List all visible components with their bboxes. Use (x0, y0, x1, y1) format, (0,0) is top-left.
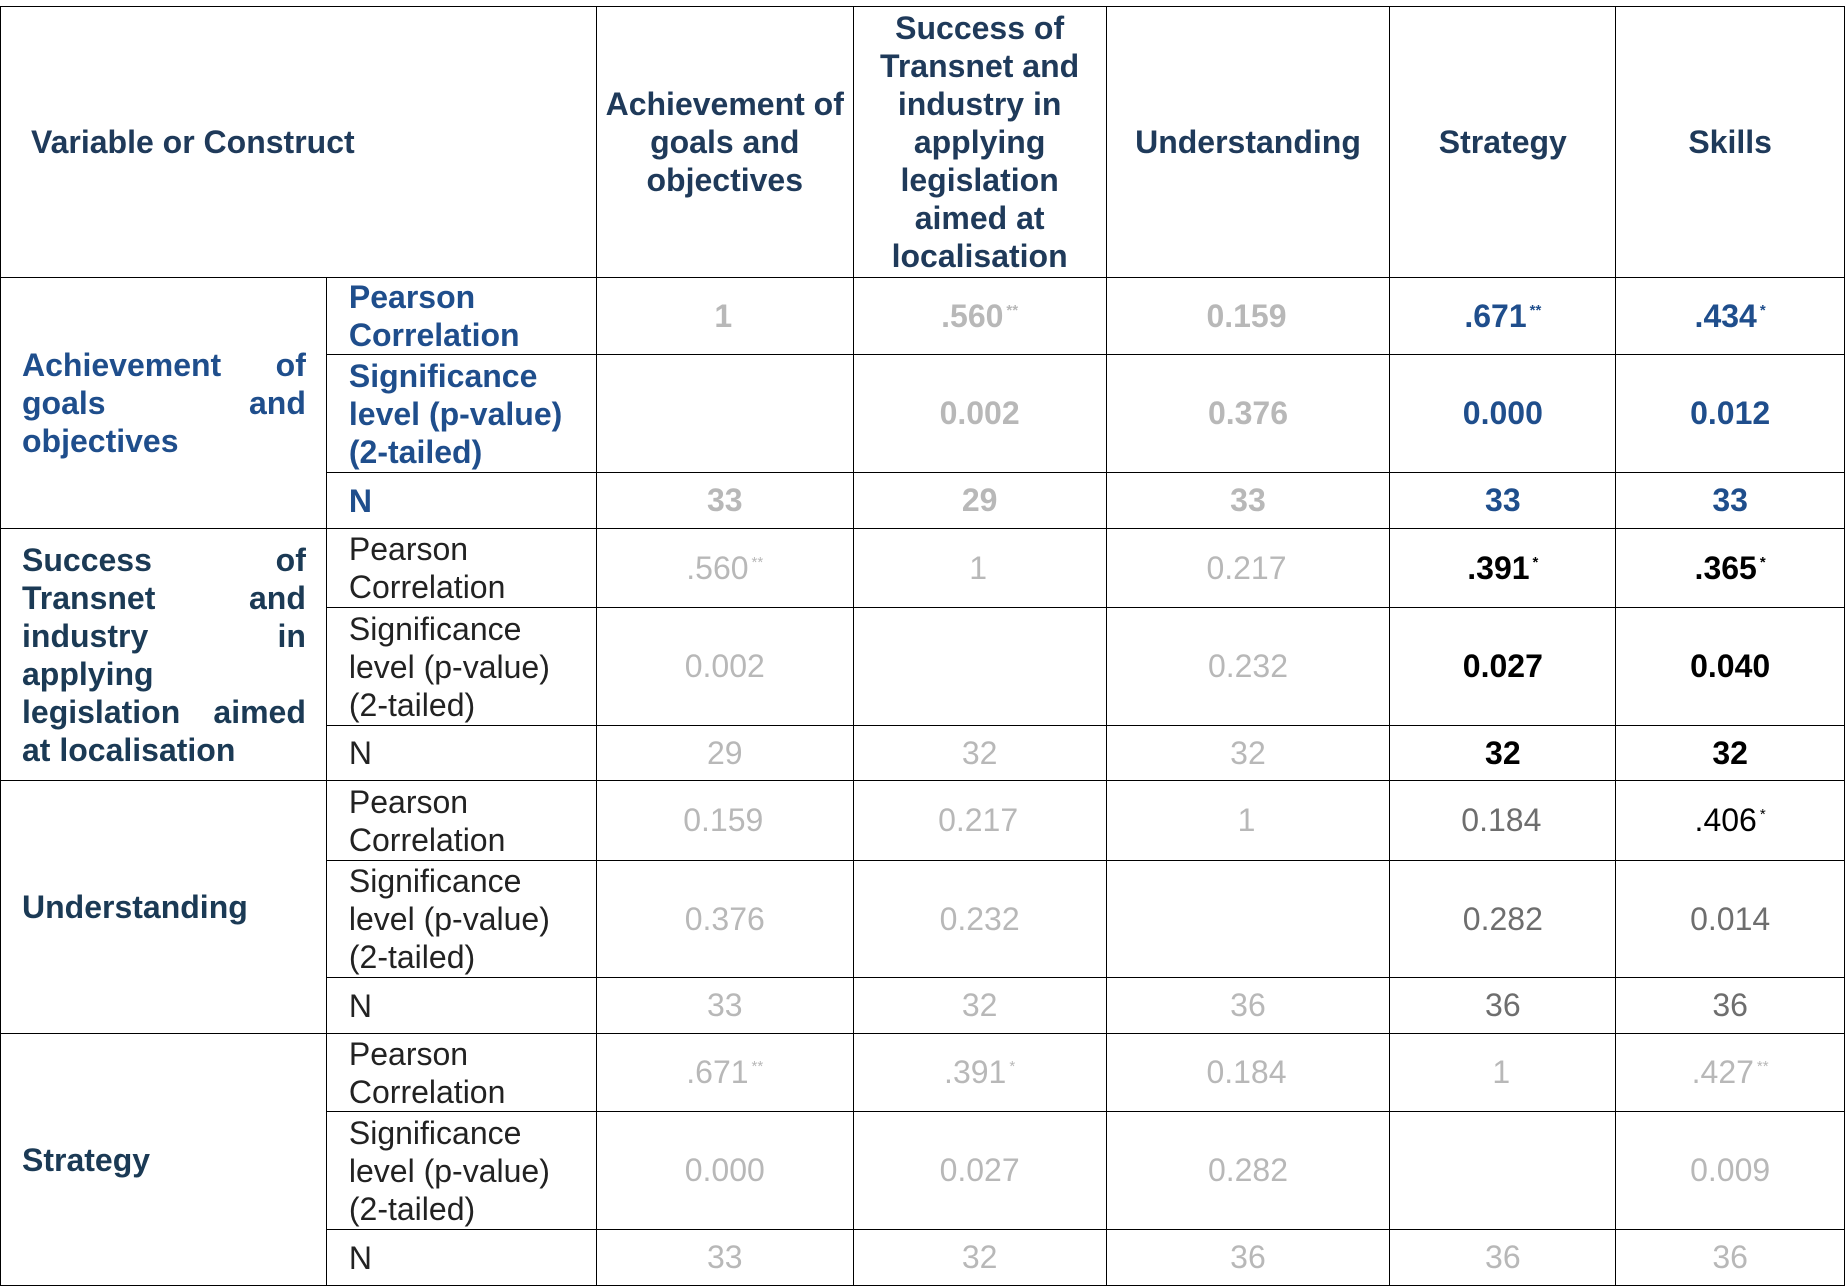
cell-value: 0.000 (1390, 355, 1616, 473)
cell-value: 32 (853, 726, 1106, 781)
stat-label-pearson: Pearson Correlation (326, 1034, 596, 1112)
stat-label-significance: Significance level (p-value) (2-tailed) (326, 861, 596, 978)
cell-value: 36 (1390, 978, 1616, 1034)
cell-value: 0.012 (1616, 355, 1845, 473)
cell-value: 0.040 (1616, 608, 1845, 726)
group-label-achievement: Achievement of goals and objectives (1, 278, 327, 529)
cell-value: 33 (1106, 473, 1390, 529)
cell-value: 36 (1106, 978, 1390, 1034)
group-label-understanding: Understanding (1, 781, 327, 1034)
correlation-table (0, 6, 1845, 1286)
cell-value: 0.159 (1106, 278, 1390, 355)
cell-value: 32 (1616, 726, 1845, 781)
header-skills: Skills (1616, 7, 1845, 278)
cell-value: 0.232 (853, 861, 1106, 978)
cell-value: .365 * (1616, 529, 1845, 608)
table-row (1, 1034, 1845, 1112)
cell-value: 0.282 (1106, 1112, 1390, 1230)
cell-value: 0.002 (596, 608, 853, 726)
cell-value: 1 (1106, 781, 1390, 861)
cell-value: .560 ** (596, 529, 853, 608)
cell-value: 32 (853, 1230, 1106, 1286)
cell-value: 32 (1106, 726, 1390, 781)
stat-label-pearson: Pearson Correlation (326, 529, 596, 608)
cell-value: .406 * (1616, 781, 1845, 861)
cell-value: .427 ** (1616, 1034, 1845, 1112)
table-row (1, 529, 1845, 608)
stat-label-n: N (326, 726, 596, 781)
cell-value: 0.217 (1106, 529, 1390, 608)
group-label-success: Success of Transnet and industry in applying legislation aimed at localisation (1, 529, 327, 781)
cell-value: 0.232 (1106, 608, 1390, 726)
cell-value: 33 (596, 473, 853, 529)
cell-value: 36 (1106, 1230, 1390, 1286)
cell-value: .391 * (1390, 529, 1616, 608)
cell-value: 0.159 (596, 781, 853, 861)
cell-value (596, 355, 853, 473)
cell-value: 0.184 (1106, 1034, 1390, 1112)
cell-value: 33 (596, 978, 853, 1034)
cell-value: 32 (853, 978, 1106, 1034)
cell-value: 36 (1616, 1230, 1845, 1286)
cell-value: .560 ** (853, 278, 1106, 355)
cell-value: 0.184 (1390, 781, 1616, 861)
stat-label-pearson: Pearson Correlation (326, 278, 596, 355)
cell-value: .671 ** (1390, 278, 1616, 355)
cell-value: 36 (1390, 1230, 1616, 1286)
cell-value (1390, 1112, 1616, 1230)
cell-value: 0.027 (1390, 608, 1616, 726)
cell-value: 0.376 (596, 861, 853, 978)
cell-value: .434 * (1616, 278, 1845, 355)
cell-value (853, 608, 1106, 726)
table-row (1, 278, 1845, 355)
cell-value: 32 (1390, 726, 1616, 781)
cell-value: 36 (1616, 978, 1845, 1034)
cell-value: 29 (853, 473, 1106, 529)
header-variable: Variable or Construct (1, 7, 597, 278)
cell-value: 0.002 (853, 355, 1106, 473)
header-row (1, 7, 1845, 278)
cell-value: 29 (596, 726, 853, 781)
stat-label-significance: Significance level (p-value) (2-tailed) (326, 1112, 596, 1230)
cell-value: 33 (1616, 473, 1845, 529)
cell-value (1106, 861, 1390, 978)
cell-value: 0.282 (1390, 861, 1616, 978)
stat-label-significance: Significance level (p-value) (2-tailed) (326, 355, 596, 473)
cell-value: 33 (1390, 473, 1616, 529)
cell-value: 0.027 (853, 1112, 1106, 1230)
cell-value: 1 (853, 529, 1106, 608)
cell-value: 0.009 (1616, 1112, 1845, 1230)
cell-value: 0.376 (1106, 355, 1390, 473)
group-label-strategy: Strategy (1, 1034, 327, 1286)
stat-label-significance: Significance level (p-value) (2-tailed) (326, 608, 596, 726)
cell-value: .671 ** (596, 1034, 853, 1112)
cell-value: 0.000 (596, 1112, 853, 1230)
cell-value: 33 (596, 1230, 853, 1286)
stat-label-n: N (326, 1230, 596, 1286)
stat-label-n: N (326, 473, 596, 529)
stat-label-n: N (326, 978, 596, 1034)
header-success: Success of Transnet and industry in applying legislation aimed at localisation (853, 7, 1106, 278)
table-row (1, 781, 1845, 861)
cell-value: 1 (596, 278, 853, 355)
header-understanding: Understanding (1106, 7, 1390, 278)
cell-value: 1 (1390, 1034, 1616, 1112)
cell-value: .391 * (853, 1034, 1106, 1112)
cell-value: 0.014 (1616, 861, 1845, 978)
header-achievement: Achievement of goals and objectives (596, 7, 853, 278)
stat-label-pearson: Pearson Correlation (326, 781, 596, 861)
header-strategy: Strategy (1390, 7, 1616, 278)
cell-value: 0.217 (853, 781, 1106, 861)
